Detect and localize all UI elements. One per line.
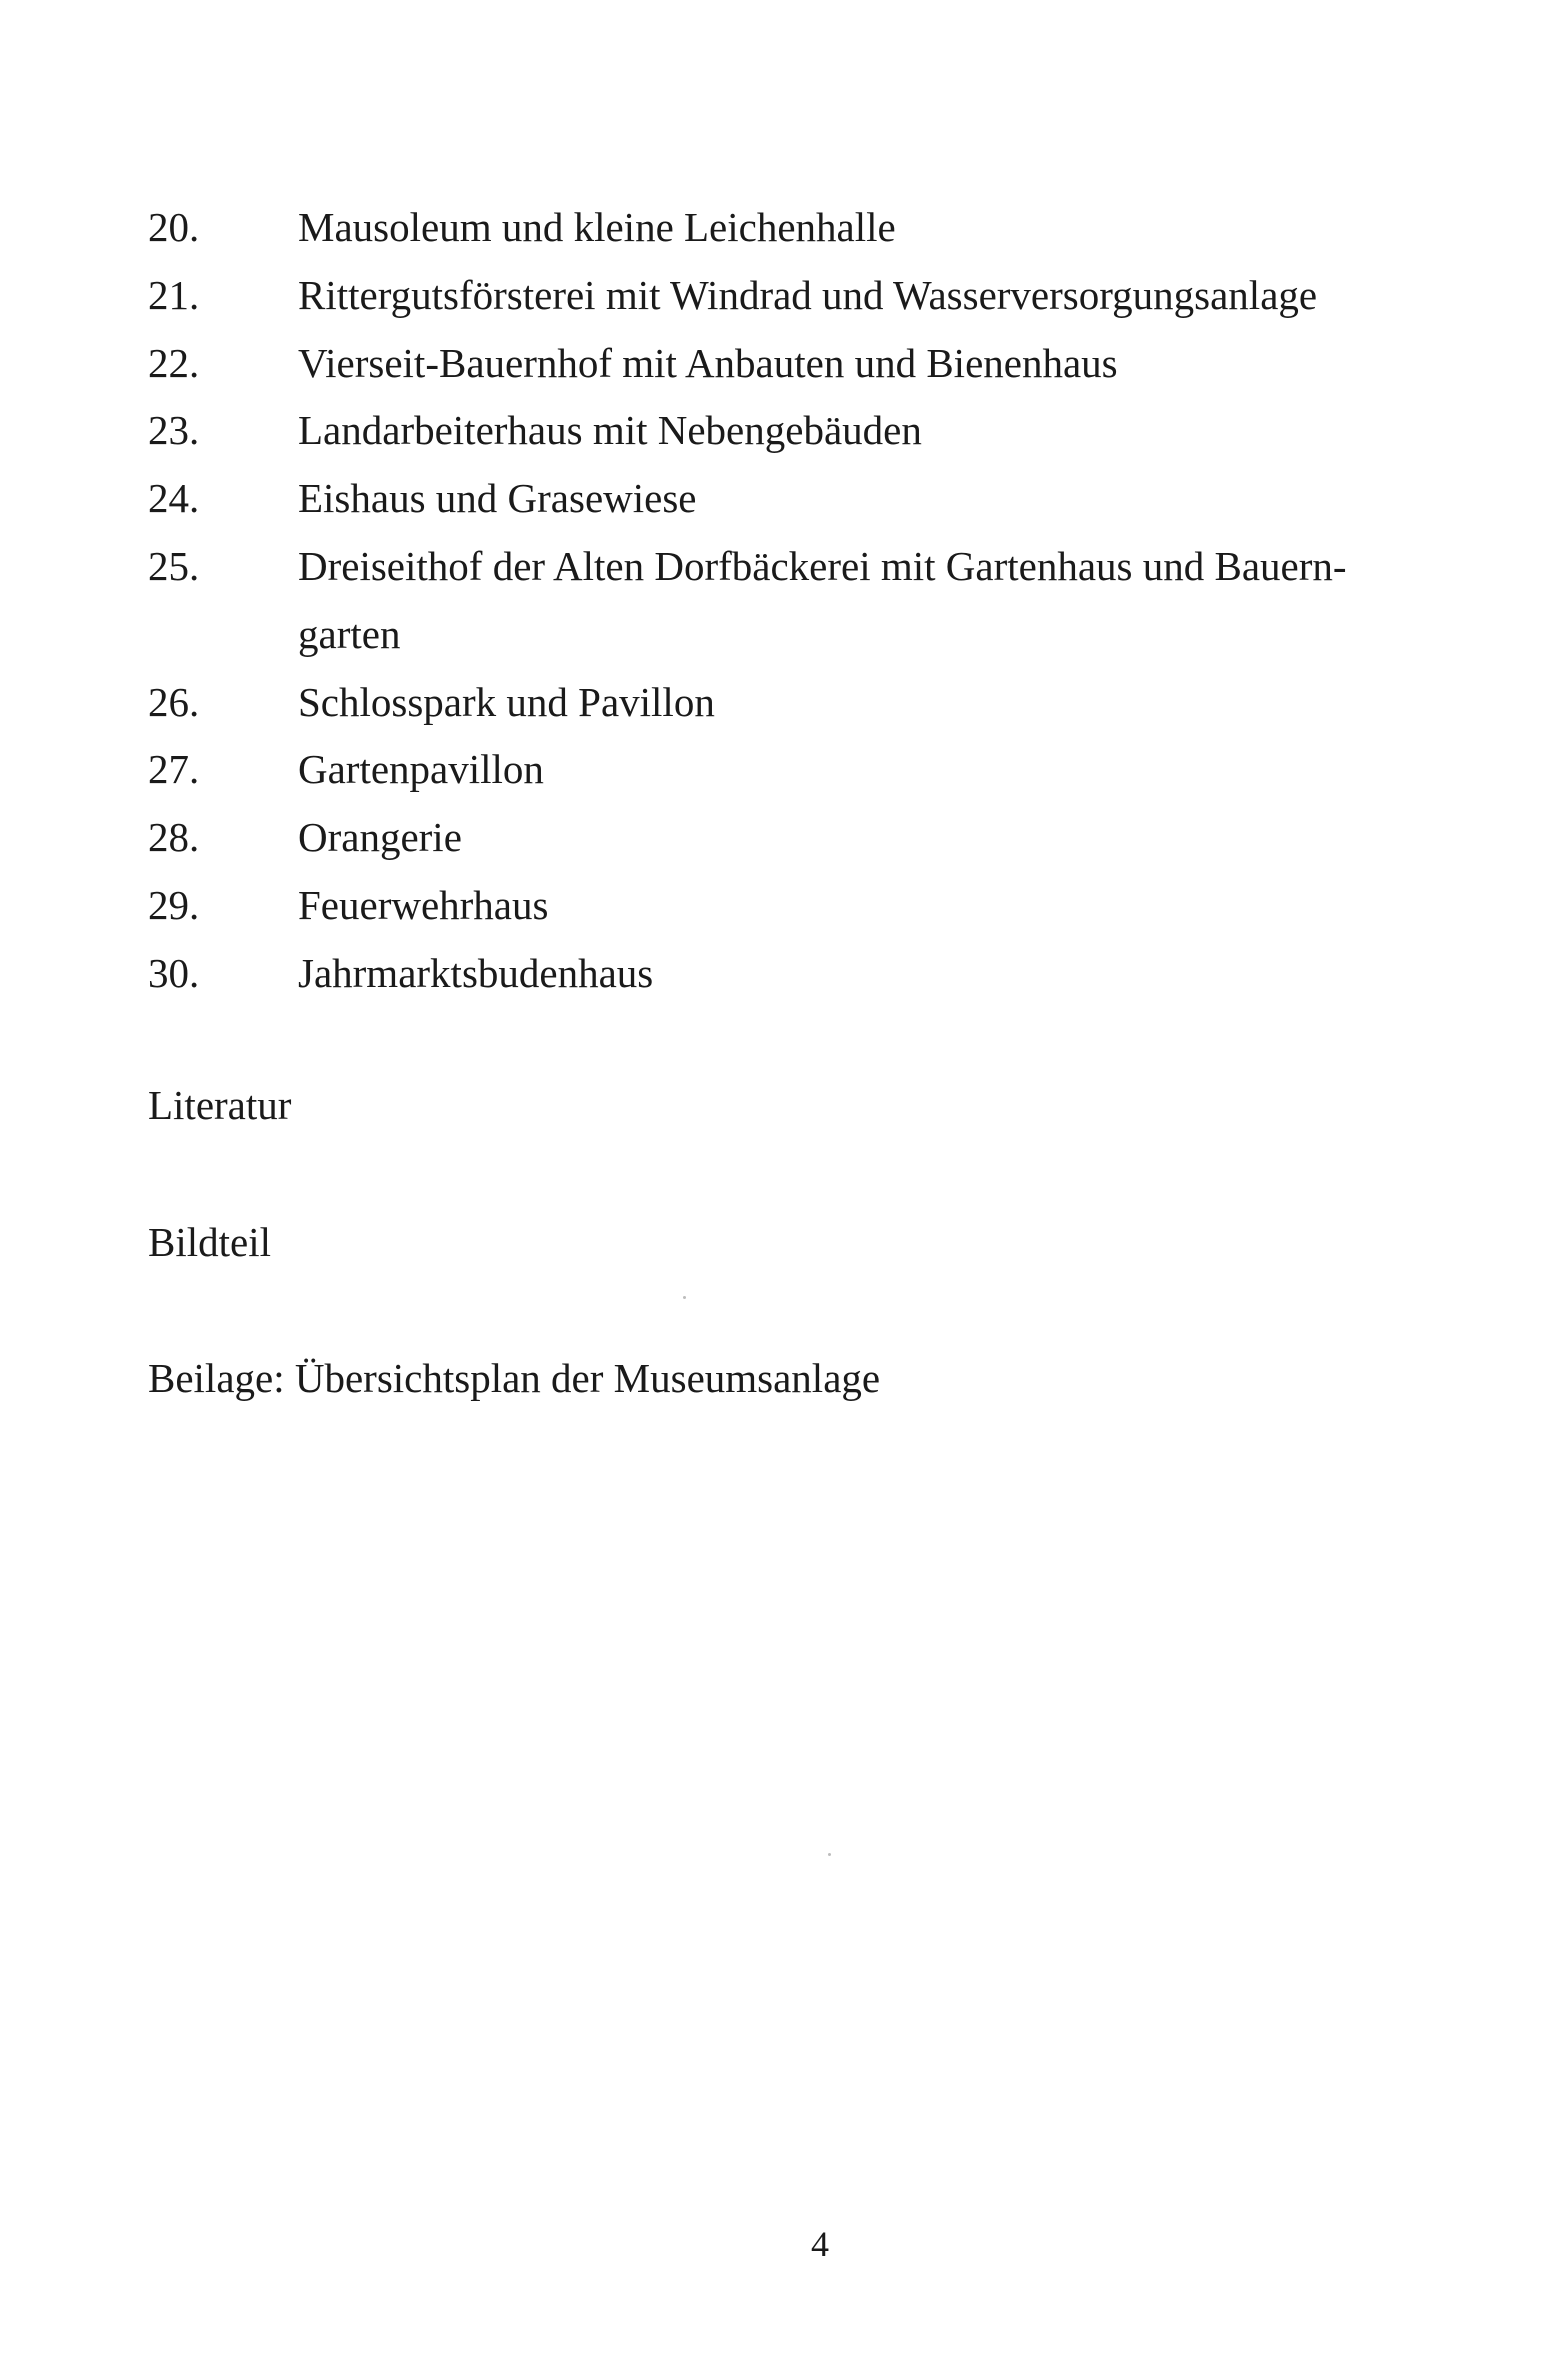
toc-entry-29	[148, 872, 1408, 940]
toc-entry-number: 21.	[148, 271, 200, 318]
toc-entry-title: Vierseit-Bauernhof mit Anbauten und Bienenhaus	[298, 339, 1118, 386]
toc-entry-title: Landarbeiterhaus mit Nebengebäuden	[298, 407, 922, 454]
toc-entry-number: 25.	[148, 542, 200, 589]
toc-entry-title: Mausoleum und kleine Leichenhalle	[298, 204, 896, 250]
toc-entry-30	[148, 940, 1408, 1008]
toc-entry-25	[148, 533, 1408, 601]
toc-entry-title: Schlosspark und Pavillon	[298, 678, 715, 725]
toc-entry-title: Orangerie	[298, 814, 462, 861]
toc-entry-number: 29.	[148, 881, 200, 928]
toc-entry-title: Gartenpavillon	[298, 746, 544, 793]
toc-entry-24	[148, 465, 1408, 533]
toc-entry-number: 30.	[148, 949, 200, 996]
toc-entry-number: 28.	[148, 814, 200, 861]
toc-entry-number: 20.	[148, 204, 200, 250]
toc-entry-title: Dreiseithof der Alten Dorfbäckerei mit Gartenhaus und Bauern-	[298, 542, 1347, 589]
toc-entry-title: Jahrmarktsbudenhaus	[298, 949, 654, 996]
toc-entry-21	[148, 262, 1408, 330]
toc-entry-number: 26.	[148, 678, 200, 725]
toc-entry-title: Eishaus und Grasewiese	[298, 475, 697, 522]
scan-speck	[828, 1853, 831, 1856]
toc-entry-number: 22.	[148, 339, 200, 386]
toc-entry-23	[148, 397, 1408, 465]
toc-entry-title: Rittergutsförsterei mit Windrad und Wasserversorgungsanlage	[298, 271, 1318, 318]
toc-entry-number: 27.	[148, 746, 200, 793]
section-beilage: Beilage: Übersichtsplan der Museumsanlage	[148, 1355, 881, 1401]
scan-speck	[683, 1296, 686, 1299]
toc-entry-28	[148, 804, 1408, 872]
toc-entry-number: 23.	[148, 407, 200, 454]
toc-entry-27	[148, 736, 1408, 804]
toc-entry-26	[148, 669, 1408, 737]
toc-entry-title: Feuerwehrhaus	[298, 881, 549, 928]
toc-entry-25-continuation	[148, 601, 1408, 669]
section-literatur: Literatur	[148, 1082, 292, 1128]
toc-entry-title: garten	[298, 610, 401, 657]
toc-entry-22	[148, 330, 1408, 398]
toc-entry-20	[148, 194, 1408, 262]
section-bildteil: Bildteil	[148, 1219, 271, 1265]
page-number: 4	[811, 2224, 829, 2264]
table-of-contents	[148, 194, 1408, 1008]
toc-entry-number: 24.	[148, 475, 200, 522]
